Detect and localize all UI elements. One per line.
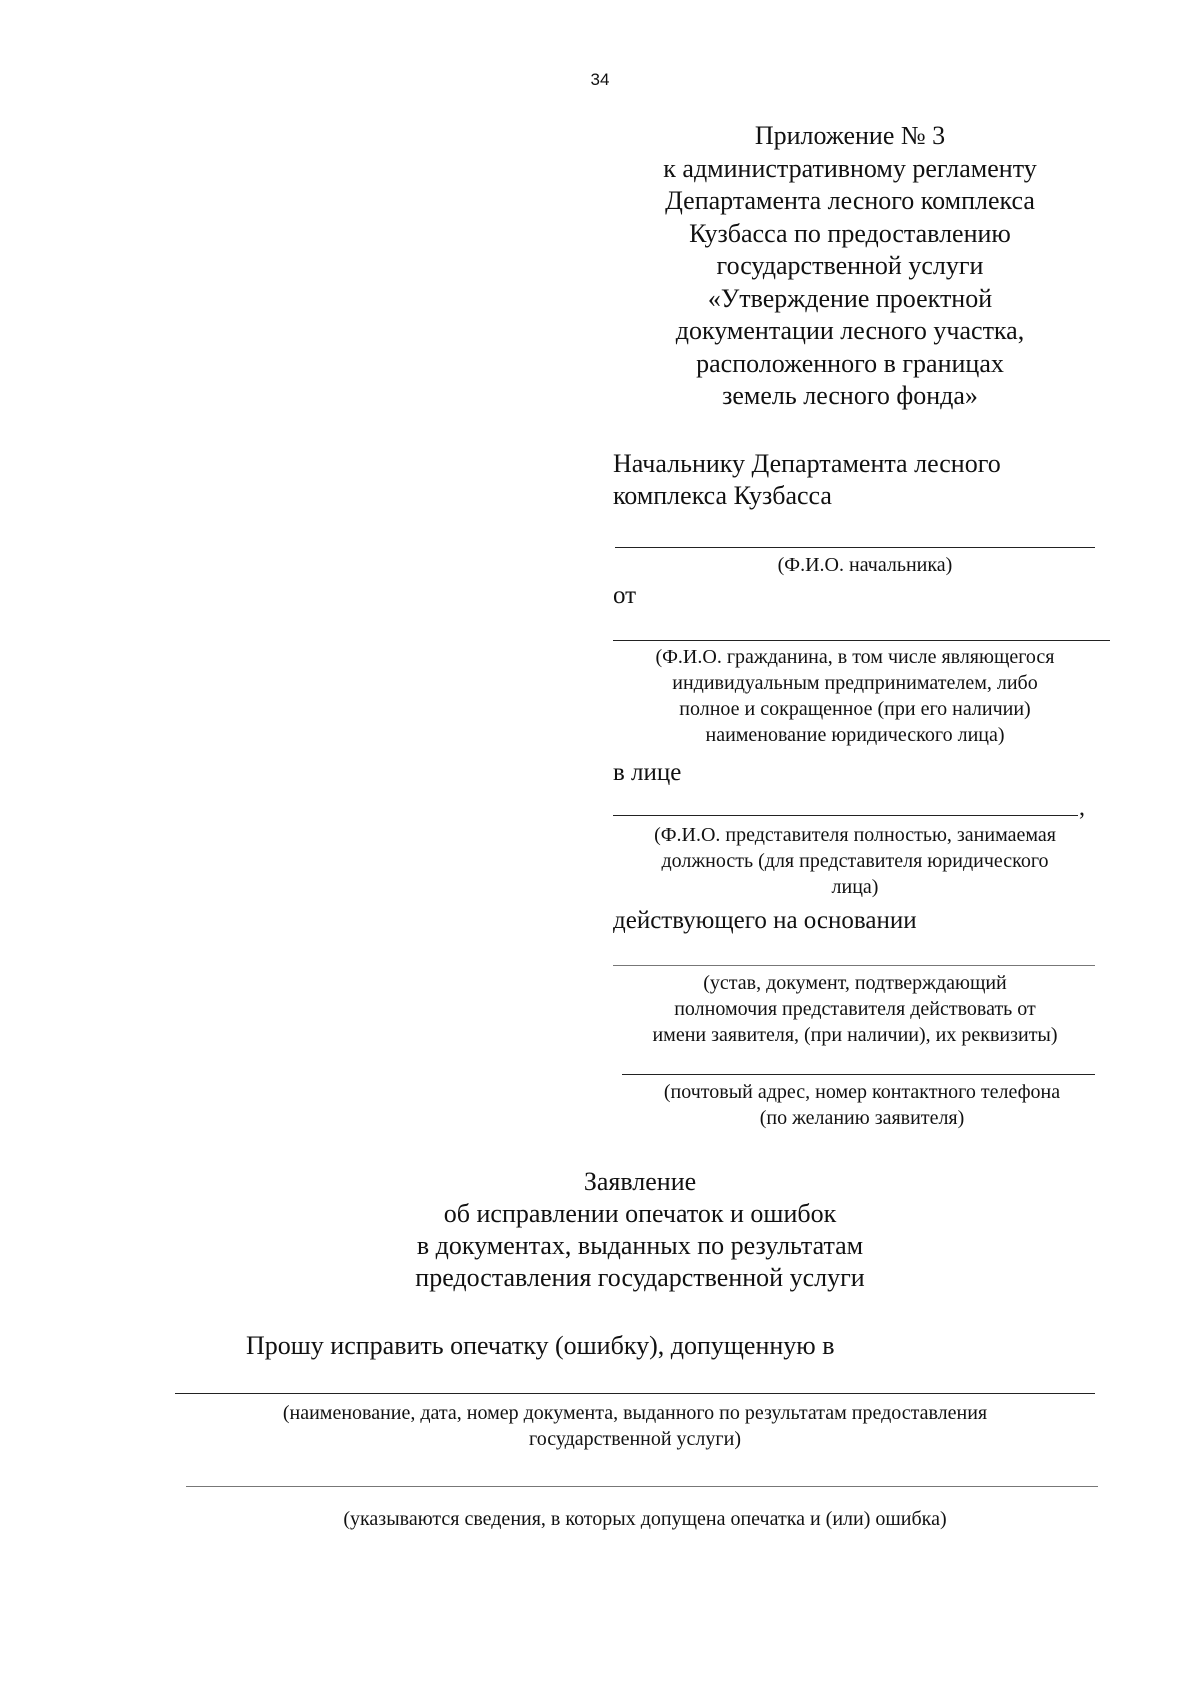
representative-comma: ,	[1079, 795, 1085, 821]
caption-line: полное и сокращенное (при его наличии)	[679, 698, 1031, 720]
addressee-line: Начальнику Департамента лесного	[613, 449, 1001, 478]
appendix-line: государственной услуги	[716, 251, 984, 280]
from-label: от	[613, 582, 637, 609]
caption-line: (Ф.И.О. гражданина, в том числе являющегося	[655, 646, 1055, 668]
caption-line: государственной услуги)	[529, 1428, 741, 1450]
appendix-line: Департамента лесного комплекса	[665, 186, 1035, 215]
title-line: в документах, выданных по результатам	[416, 1231, 864, 1260]
represented-by-label: в лице	[613, 759, 682, 786]
appendix-line: расположенного в границах	[696, 348, 1004, 378]
appendix-line: к административному регламенту	[663, 153, 1037, 183]
caption-line: наименование юридического лица)	[705, 724, 1005, 746]
caption-line: имени заявителя, (при наличии), их реквизиты)	[652, 1024, 1058, 1046]
request-text: Прошу исправить опечатку (ошибку), допущенную в	[246, 1331, 835, 1360]
caption-line: полномочия представителя действовать от	[674, 998, 1036, 1020]
document-title	[340, 1166, 940, 1294]
appendix-line: документации лесного участка,	[675, 316, 1025, 345]
caption-line: (устав, документ, подтверждающий	[703, 972, 1007, 994]
caption-line: индивидуальным предпринимателем, либо	[672, 672, 1038, 694]
contacts-caption	[612, 1079, 1112, 1131]
representative-caption	[600, 822, 1110, 900]
caption-line: должность (для представителя юридического	[661, 850, 1049, 872]
appendix-line: Кузбасса по предоставлению	[689, 218, 1011, 248]
appendix-header	[600, 120, 1100, 413]
caption-line: (наименование, дата, номер документа, выданного по результатам предоставления	[282, 1402, 988, 1424]
head-name-caption: (Ф.И.О. начальника)	[777, 554, 953, 576]
details-field[interactable]	[186, 1486, 1098, 1487]
document-field[interactable]	[175, 1393, 1095, 1394]
caption-line: (Ф.И.О. представителя полностью, занимаемая	[654, 824, 1056, 846]
representative-name-field[interactable]	[613, 815, 1078, 816]
document-caption	[140, 1400, 1130, 1452]
caption-line: (по желанию заявителя)	[759, 1107, 965, 1129]
caption-line: (почтовый адрес, номер контактного телефона	[663, 1081, 1061, 1103]
page-number: 34	[590, 70, 610, 89]
applicant-caption	[605, 644, 1105, 748]
appendix-line: «Утверждение проектной	[707, 283, 993, 313]
acting-basis-label: действующего на основании	[613, 907, 917, 934]
contacts-field[interactable]	[622, 1074, 1095, 1075]
appendix-line: Приложение № 3	[754, 121, 946, 150]
applicant-name-field[interactable]	[613, 640, 1110, 641]
head-name-field[interactable]	[615, 547, 1095, 548]
addressee-line: комплекса Кузбасса	[613, 481, 832, 510]
title-line: Заявление	[583, 1167, 697, 1196]
basis-field[interactable]	[613, 965, 1095, 966]
addressee	[613, 448, 1113, 512]
details-caption: (указываются сведения, в которых допущена опечатка и (или) ошибка)	[343, 1508, 947, 1530]
title-line: об исправлении опечаток и ошибок	[443, 1199, 837, 1228]
caption-line: лица)	[831, 876, 879, 898]
title-line: предоставления государственной услуги	[415, 1263, 865, 1292]
appendix-line: земель лесного фонда»	[722, 381, 978, 410]
basis-caption	[600, 970, 1110, 1048]
